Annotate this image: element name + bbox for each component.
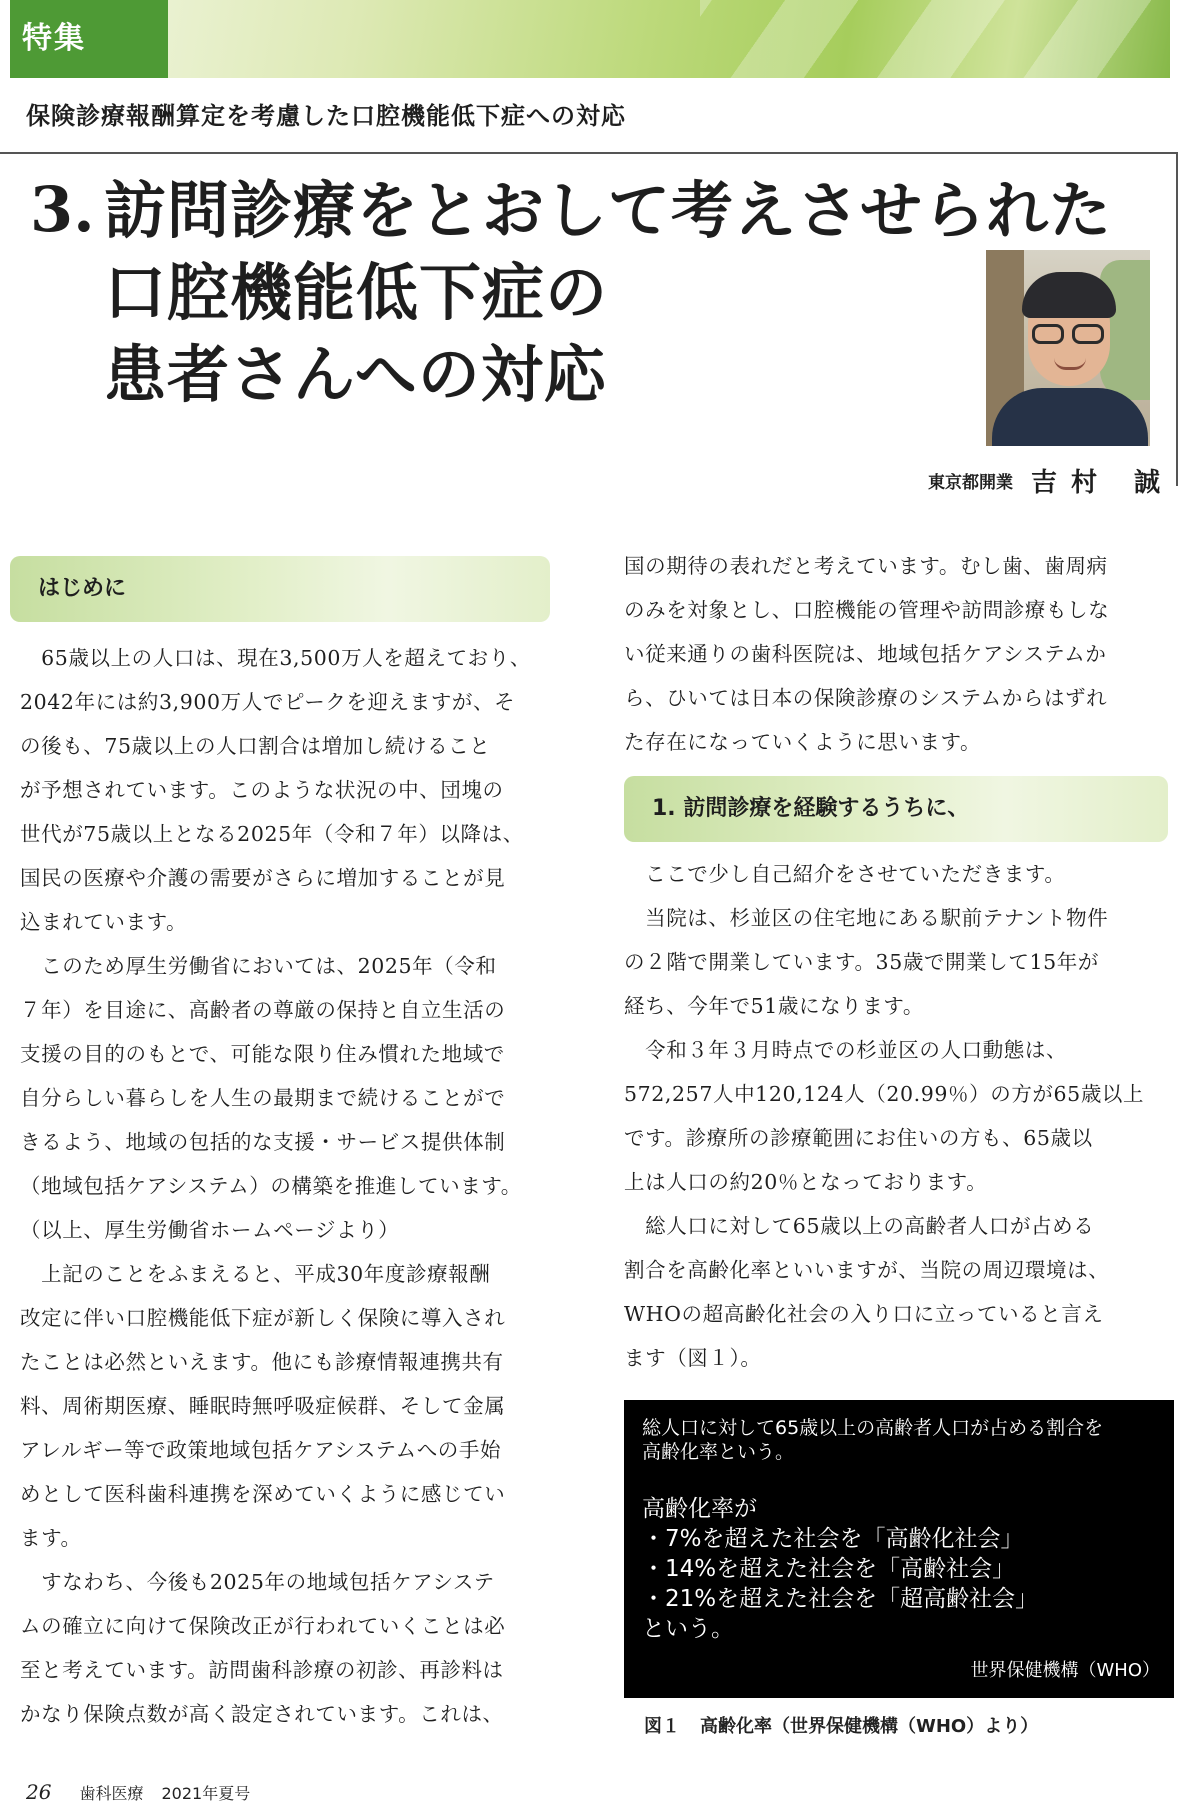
feature-subtitle: 保険診療報酬算定を考慮した口腔機能低下症への対応 [26, 102, 626, 130]
magazine-name: 歯科医療 [79, 1784, 144, 1803]
experience-body-text [624, 852, 1176, 1380]
author-byline [928, 462, 1174, 499]
body-line: 改定に伴い口腔機能低下症が新しく保険に導入され [20, 1306, 506, 1330]
magazine-issue: 2021年夏号 [161, 1784, 251, 1803]
body-line: このため厚生労働省においては、2025年（令和 [20, 954, 497, 978]
body-line: 至と考えています。訪問歯科診療の初診、再診料は [20, 1658, 504, 1682]
body-line: 2042年には約3,900万人でピークを迎えますが、そ [20, 690, 516, 714]
body-line: 令和３年３月時点での杉並区の人口動態は、 [624, 1038, 1068, 1062]
header-band [10, 0, 1170, 78]
body-line: 572,257人中120,124人（20.99％）の方が65歳以上 [624, 1082, 1145, 1106]
body-line: きるよう、地域の包括的な支援・サービス提供体制 [20, 1130, 506, 1154]
body-line: 総人口に対して65歳以上の高齢者人口が占める [624, 1214, 1095, 1238]
body-line: 世代が75歳以上となる2025年（令和７年）以降は、 [20, 822, 524, 846]
figure-caption-text: 高齢化率（世界保健機構（WHO）より） [700, 1716, 1039, 1737]
figure-intro-line: 高齢化率という。 [642, 1441, 795, 1463]
body-line: めとして医科歯科連携を深めていくように感じてい [20, 1482, 506, 1506]
author-name: 吉村 誠 [1031, 468, 1175, 498]
section-heading-experience: 1. 訪問診療を経験するうちに、 [624, 776, 1168, 842]
photo-author-body [992, 388, 1148, 446]
body-line: 当院は、杉並区の住宅地にある駅前テナント物件 [624, 906, 1109, 930]
author-affiliation: 東京都開業 [928, 473, 1013, 493]
body-line: 経ち、今年で51歳になります。 [624, 994, 924, 1018]
figure-caption-number: 図１ [644, 1716, 680, 1737]
body-line: い従来通りの歯科医院は、地域包括ケアシステムか [624, 642, 1107, 666]
body-line: たことは必然といえます。他にも診療情報連携共有 [20, 1350, 504, 1374]
figure-definition-line: という。 [642, 1616, 734, 1642]
photo-glasses-left [1032, 324, 1064, 344]
photo-glasses-right [1072, 324, 1104, 344]
body-line: た存在になっていくように思います。 [624, 730, 982, 754]
figure-definition-line: 高齢化率が [642, 1496, 757, 1522]
page-footer [26, 1780, 250, 1804]
body-line: 上記のことをふまえると、平成30年度診療報酬 [20, 1262, 491, 1286]
figure-source: 世界保健機構（WHO） [970, 1660, 1160, 1681]
figure-definition-line: ・7%を超えた社会を「高齢化社会」 [642, 1526, 1024, 1552]
figure-definitions [642, 1494, 1038, 1644]
body-line: かなり保険点数が高く設定されています。これは、 [20, 1702, 504, 1726]
page-number: 26 [26, 1780, 52, 1804]
figure-intro [642, 1416, 1103, 1464]
body-line: ムの確立に向けて保険改正が行われていくことは必 [20, 1614, 506, 1638]
body-line: ます（図１）。 [624, 1346, 762, 1370]
figure-definition-line: ・21%を超えた社会を「超高齢社会」 [642, 1586, 1039, 1612]
intro-body-text [20, 636, 552, 1736]
body-line: アレルギー等で政策地域包括ケアシステムへの手始 [20, 1438, 502, 1462]
body-line: 料、周術期医療、睡眠時無呼吸症候群、そして金属 [20, 1394, 506, 1418]
intro-body-continued [624, 544, 1176, 764]
body-line: の後も、75歳以上の人口割合は増加し続けること [20, 734, 491, 758]
figure-intro-line: 総人口に対して65歳以上の高齢者人口が占める割合を [642, 1417, 1104, 1439]
article-number: 3. [30, 173, 95, 246]
figure-aging-rate [624, 1400, 1174, 1698]
body-line: （以上、厚生労働省ホームページより） [20, 1218, 400, 1242]
body-line: の２階で開業しています。35歳で開業して15年が [624, 950, 1099, 974]
body-line: 支援の目的のもとで、可能な限り住み慣れた地域で [20, 1042, 505, 1066]
body-line: ７年）を目途に、高齢者の尊厳の保持と自立生活の [20, 998, 506, 1022]
body-line: のみを対象とし、口腔機能の管理や訪問診療もしな [624, 598, 1110, 622]
body-line: 自分らしい暮らしを人生の最期まで続けることがで [20, 1086, 506, 1110]
section-heading-intro: はじめに [10, 556, 550, 622]
article-title-line: 口腔機能低下症の [104, 256, 609, 329]
body-line: すなわち、今後も2025年の地域包括ケアシステ [20, 1570, 495, 1594]
body-line: WHOの超高齢化社会の入り口に立っていると言え [624, 1302, 1104, 1326]
body-line: です。診療所の診療範囲にお住いの方も、65歳以 [624, 1126, 1093, 1150]
article-title-line: 患者さんへの対応 [104, 338, 607, 411]
body-line: ら、ひいては日本の保険診療のシステムからはずれ [624, 686, 1108, 710]
body-line: ここで少し自己紹介をさせていただきます。 [624, 862, 1066, 886]
header-band-stripes [700, 0, 1170, 78]
author-photo [986, 250, 1150, 446]
figure-definition-line: ・14%を超えた社会を「高齢社会」 [642, 1556, 1016, 1582]
body-line: 割合を高齢化率といいますが、当院の周辺環境は、 [624, 1258, 1110, 1282]
article-title-line: 訪問診療をとおして考えさせられた [104, 174, 1113, 247]
article-title [104, 170, 1112, 416]
body-line: 国の期待の表れだと考えています。むし歯、歯周病 [624, 554, 1108, 578]
body-line: 65歳以上の人口は、現在3,500万人を超えており、 [20, 646, 531, 670]
body-line: 上は人口の約20％となっております。 [624, 1170, 988, 1194]
body-line: が予想されています。このような状況の中、団塊の [20, 778, 504, 802]
body-line: （地域包括ケアシステム）の構築を推進しています。 [20, 1174, 522, 1198]
body-line: 込まれています。 [20, 910, 188, 934]
figure-caption [644, 1712, 1038, 1738]
body-line: ます。 [20, 1526, 82, 1550]
header-rule [0, 152, 1178, 154]
header-vertical-rule [1176, 152, 1178, 486]
feature-tag: 特集 [10, 0, 168, 78]
body-line: 国民の医療や介護の需要がさらに増加することが見 [20, 866, 506, 890]
